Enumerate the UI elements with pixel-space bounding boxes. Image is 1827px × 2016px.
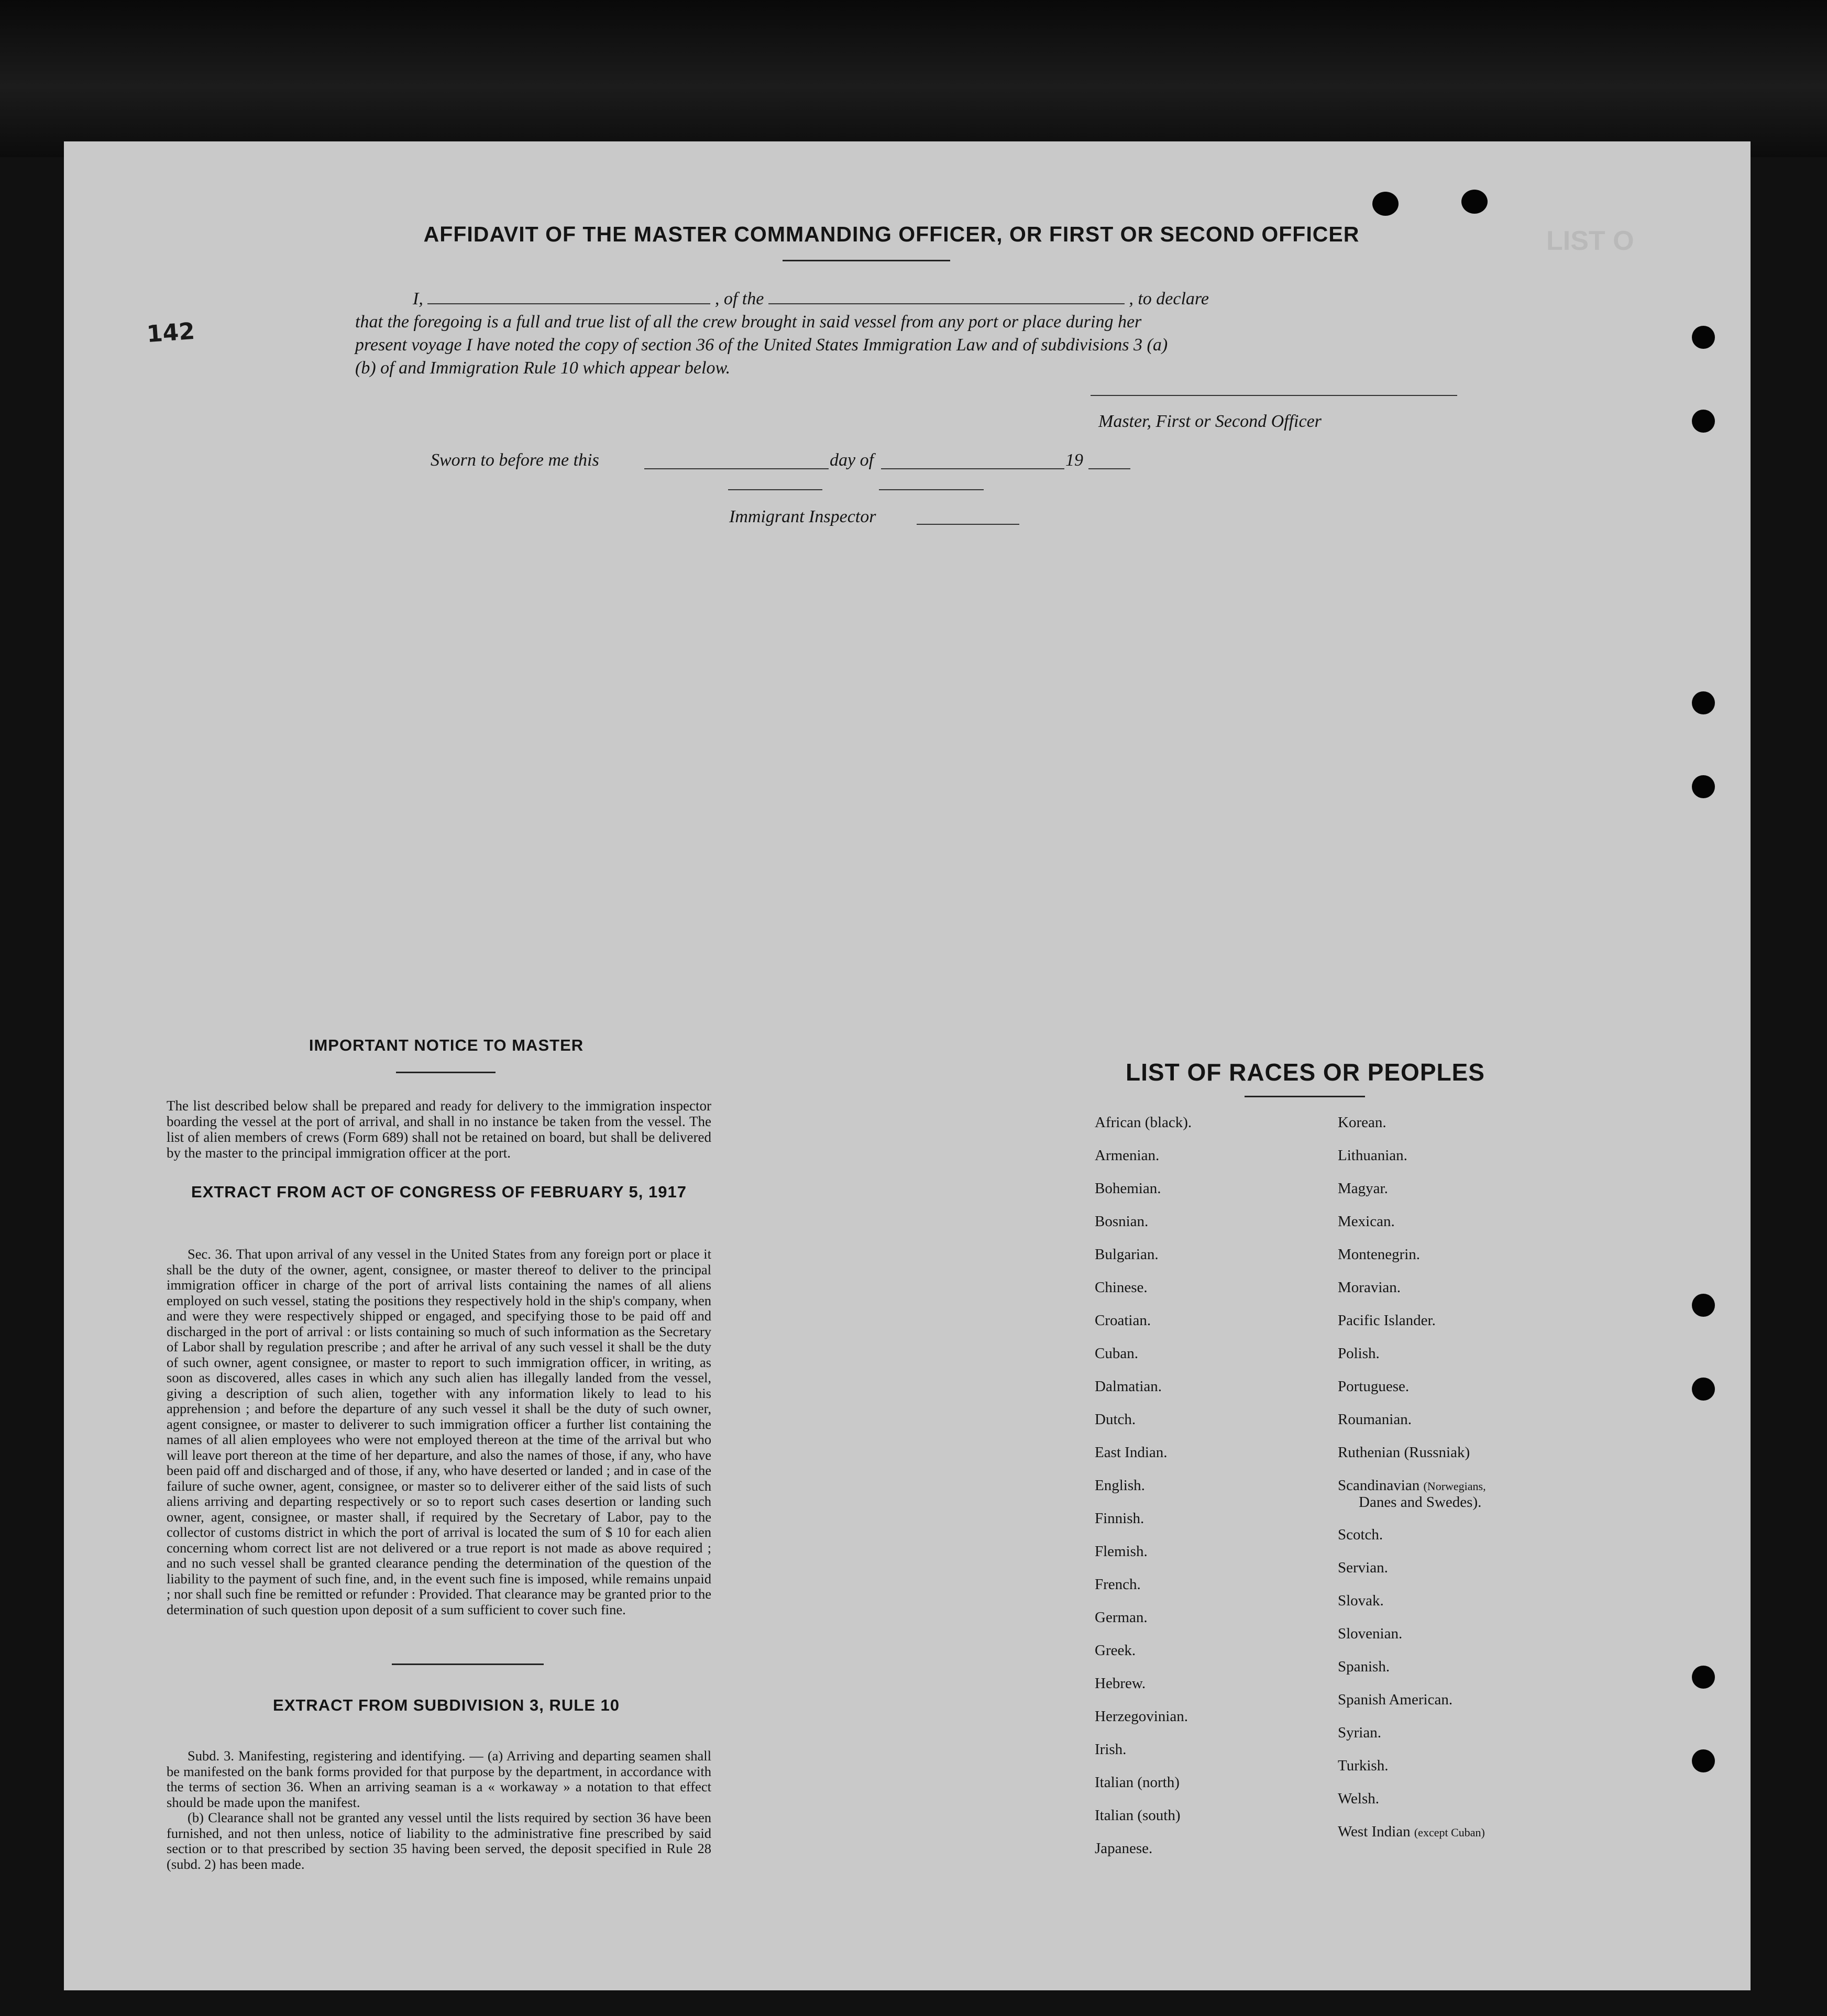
race-item: Flemish. [1095,1543,1148,1560]
races-column-2 [1338,1115,1631,1857]
race-item: African (black). [1095,1114,1192,1131]
affidavit-line-3: present voyage I have noted the copy of section 36 of the United States Immigration Law and of subdivisions 3 (a) [355,335,1168,355]
vessel-fill-line [768,303,1125,304]
race-item: English. [1095,1477,1145,1494]
binder-hole [1692,1749,1715,1772]
race-item: Lithuanian. [1338,1147,1407,1164]
rule-subd-a: Subd. 3. Manifesting, registering and identifying. — (a) Arriving and departing seamen shall be manifested on the bank forms provided for that purpose by the department, in accordance with the terms of section 36. When an arriving seaman is a « workaway » a notation to that effect should be made upon the manifest. [167,1748,711,1810]
race-item: Servian. [1338,1559,1388,1576]
sworn-label: Sworn to before me this [431,450,599,470]
affidavit-i-label: I, [413,289,423,309]
affidavit-line-2: that the foregoing is a full and true list of all the crew brought in said vessel from any port or place during her [355,312,1142,332]
inspector-label: Immigrant Inspector [729,507,876,526]
race-item: Bulgarian. [1095,1246,1159,1263]
west-indian-note: (except Cuban) [1414,1826,1485,1839]
west-indian-label: West Indian [1338,1823,1411,1840]
race-item: Greek. [1095,1642,1136,1659]
race-item: Armenian. [1095,1147,1160,1164]
affidavit-of-the-label: , of the [714,289,764,309]
races-column-1 [1095,1115,1304,1874]
race-item: Herzegovinian. [1095,1708,1188,1725]
year-fill [1088,468,1130,469]
race-item: Cuban. [1095,1345,1138,1362]
races-title-rule [1245,1096,1365,1097]
rule-extract-body [167,1748,711,1872]
race-item: Spanish. [1338,1658,1390,1675]
notice-title: IMPORTANT NOTICE TO MASTER [309,1036,584,1054]
binder-hole [1461,190,1488,214]
signature-line [1091,395,1457,396]
notice-body [167,1098,711,1161]
year-prefix-label: 19 [1065,450,1083,470]
name-fill-line [427,303,710,304]
day-of-label: day of [830,450,874,470]
race-item: Mexican. [1338,1213,1395,1230]
race-item: Croatian. [1095,1312,1151,1329]
binder-hole [1692,1378,1715,1401]
affidavit-title: AFFIDAVIT OF THE MASTER COMMANDING OFFICER, OR FIRST OR SECOND OFFICER [423,222,1360,246]
inspector-signature-line [917,524,1019,525]
race-item: Syrian. [1338,1724,1381,1741]
race-item: Irish. [1095,1741,1127,1758]
act-extract-body [167,1247,711,1617]
race-item: East Indian. [1095,1444,1168,1461]
race-item: Moravian. [1338,1279,1401,1296]
short-fill-right [879,489,984,490]
affidavit-title-rule [783,260,950,261]
race-item: Hebrew. [1095,1675,1146,1692]
act-extract-title: EXTRACT FROM ACT OF CONGRESS OF FEBRUARY 5, 1917 [191,1183,687,1201]
race-item: Portuguese. [1338,1378,1410,1395]
race-item: Italian (south) [1095,1807,1181,1824]
scandinavian-line-2: Danes and Swedes). [1359,1494,1482,1511]
binder-hole [1372,192,1399,216]
rule-subd-b: (b) Clearance shall not be granted any vessel until the lists required by section 36 have been furnished, and not then unless, notice of liability to the administrative fine prescribed by said section or to that prescribed by section 35 having been served, the deposit specified in Rule 28 (subd. 2) has been made. [167,1810,711,1872]
affidavit-line-4: (b) of and Immigration Rule 10 which appear below. [355,358,731,378]
race-item: Finnish. [1095,1510,1144,1527]
races-title: LIST OF RACES OR PEOPLES [1126,1059,1485,1086]
month-fill [881,468,1064,469]
race-item: Pacific Islander. [1338,1312,1436,1329]
race-item: Slovenian. [1338,1625,1403,1642]
affidavit-line-1 [355,289,1209,309]
binder-hole [1692,1294,1715,1317]
handwritten-page-number: 142 [146,317,196,348]
race-item: Montenegrin. [1338,1246,1421,1263]
short-fill-left [728,489,822,490]
scandinavian-note: (Norwegians, [1423,1480,1486,1493]
document-page [64,141,1751,1990]
race-item: Ruthenian (Russniak) [1338,1444,1470,1461]
race-item: Italian (north) [1095,1774,1180,1791]
race-item: Japanese. [1095,1840,1153,1857]
sworn-day-fill [644,468,829,469]
race-item-west-indian [1338,1824,1631,1857]
race-item: Dutch. [1095,1411,1136,1428]
race-item: Scotch. [1338,1526,1383,1543]
race-item-scandinavian [1338,1478,1631,1527]
binder-hole [1692,1666,1715,1689]
rule-extract-title: EXTRACT FROM SUBDIVISION 3, RULE 10 [273,1696,620,1714]
notice-title-rule [396,1072,496,1073]
notice-body-text: The list described below shall be prepared and ready for delivery to the immigration inspector boarding the vessel at the port of arrival, and shall in no instance be taken from the vessel. The list of alien members of crews (Form 689) shall not be retained on board, but shall be delivered by the master to the principal immigration officer at the port. [167,1098,711,1161]
race-item: Roumanian. [1338,1411,1412,1428]
act-extract-end-rule [392,1664,544,1665]
race-item: Polish. [1338,1345,1380,1362]
race-item: Dalmatian. [1095,1378,1162,1395]
scanner-background [0,0,1827,157]
signature-label: Master, First or Second Officer [1098,412,1322,431]
race-item: Korean. [1338,1114,1386,1131]
race-item: French. [1095,1576,1141,1593]
binder-hole [1692,326,1715,349]
race-item: Turkish. [1338,1757,1389,1774]
race-item: Bosnian. [1095,1213,1149,1230]
race-item: Slovak. [1338,1592,1384,1609]
binder-hole [1692,691,1715,714]
binder-hole [1692,410,1715,433]
race-item: German. [1095,1609,1148,1626]
scandinavian-label: Scandinavian [1338,1477,1420,1494]
binder-hole [1692,775,1715,798]
race-item: Spanish American. [1338,1691,1453,1708]
race-item: Magyar. [1338,1180,1388,1197]
affidavit-declare-label: , to declare [1129,289,1209,309]
race-item: Chinese. [1095,1279,1148,1296]
race-item: Welsh. [1338,1790,1380,1807]
bleed-through-text: LIST O [1546,226,1634,256]
act-extract-text: Sec. 36. That upon arrival of any vessel in the United States from any foreign port or place it shall be the duty of the owner, agent, consignee, or master thereof to deliver to the principal immigration officer in charge of the port of arrival lists containing the names of all aliens employed on such vessel, stating the positions they respectively hold in the ship's company, when and were they were respectively shipped or engaged, and specifying those to be paid off and discharged in the port of arrival : or lists containing so much of such information as the Secretary of Labor shall by regulation prescribe ; and after he arrival of any such vessel it shall be the duty of such owner, agent consignee, or master to report to such immigration officer, in writing, as soon as discovered, alles cases in which any such alien has illegally landed from the vessel, giving a description of such alien, together with any information likely to lead to his apprehension ; and before the departure of any such vessel it shall be the duty of such owner, agent consignee, or master to deliverer to such immigration officer a further list containing the names of all alien employees who were not employed thereon at the time of the arrival but who will leave port thereon at the time of her departure, and also the names of those, if any, who have been paid off and discharged and of those, if any, who have deserted or landed ; and in case of the failure of suche owner, agent, consignee, or master so to deliverer either of the said lists of such aliens arriving and departing respectively or so to report such cases desertion or landing such owner, agent, consignee, or master shall, if required by the Secretary of Labor, pay to the collector of customs district in which the port of arrival is located the sum of $ 10 for each alien concerning whom correct list are not delivered or a true report is not made as above required ; and no such vessel shall be granted clearance pending the determination of the question of the liability to the payment of such fine, and, in the event such fine is imposed, while remains unpaid ; nor shall such fine be remitted or refunder : Provided. That clearance may be granted prior to the determination of such question upon deposit of a sum sufficient to cover such fine. [167,1246,711,1617]
race-item: Bohemian. [1095,1180,1161,1197]
